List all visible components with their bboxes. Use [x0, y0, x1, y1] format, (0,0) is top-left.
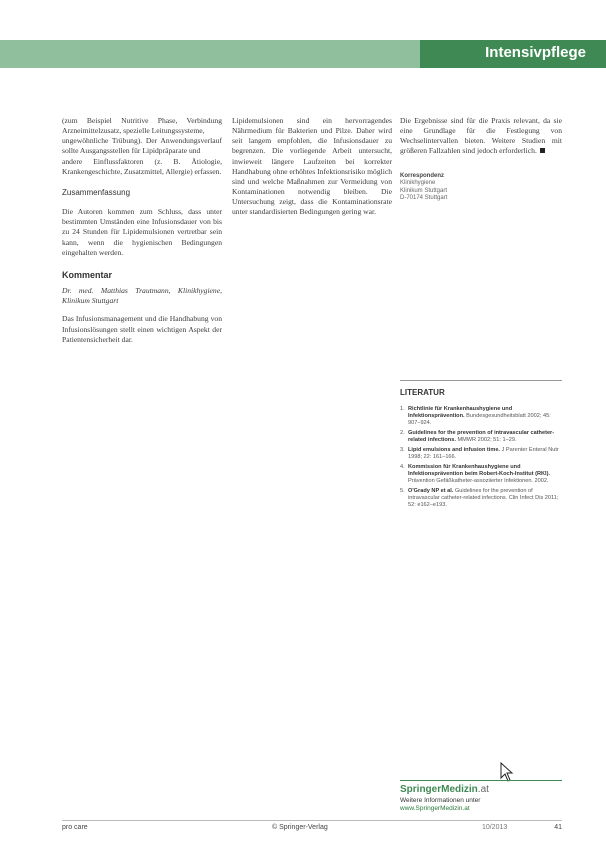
literature-number: 5. [400, 488, 405, 494]
literature-item-title: Kommission für Krankenhaushygiene und Infektionsprävention beim Robert-Koch-Institut (RKI). [408, 464, 551, 477]
literature-item [400, 406, 562, 427]
correspondence-block [400, 173, 562, 203]
literature-item [400, 488, 562, 509]
mouse-pointer-icon [500, 762, 514, 782]
body-paragraph [400, 116, 562, 157]
literature-divider [400, 380, 562, 381]
correspondence-line: D-70174 Stuttgart [400, 195, 448, 202]
ad-line: Weitere Informationen unter [400, 797, 481, 804]
text-column-3 [400, 116, 562, 203]
literature-number: 4. [400, 464, 405, 470]
literature-item-title: Lipid emulsions and infusion time. [408, 447, 500, 453]
heading-zusammenfassung: Zusammenfassung [62, 187, 131, 197]
literature-list [400, 406, 562, 512]
brand-suffix: .at [477, 784, 489, 795]
comment-paragraph: Das Infusionsmanagement und die Handhabung von Infusionslösungen stellt einen wichtigen Aspekt der Patientensicherheit dar. [62, 314, 222, 344]
journal-name: pro care [62, 824, 88, 831]
ad-text [400, 797, 489, 813]
summary-paragraph: Die Autoren kommen zum Schluss, dass unter bestimmten Umständen eine Infusionsdauer von bis zu 24 Stunden für Lipidemulsionen vertretbar sein kann, wenn die hygienischen Bedingungen eingehalten werden. [62, 207, 222, 257]
page-footer [62, 824, 562, 834]
springer-ad[interactable] [400, 780, 562, 816]
comment-author: Dr. med. Matthias Trautmann, Klinikhygiene, Klinikum Stuttgart [62, 286, 222, 306]
literature-item-title: O'Grady NP et al. [408, 488, 454, 494]
springer-logo [400, 784, 489, 795]
literature-item [400, 430, 562, 444]
paragraph: ungewöhnliche Trübung). Der Anwendungsverlauf sollte Ausgangsstellen für Lipidpräparate und [62, 136, 222, 156]
body-paragraph: Lipidemulsionen sind ein hervorragendes Nährmedium für Bakterien und Pilze. Daher wird seit langem empfohlen, die Infusionsdauer zu begrenzen. Die vorliegende Arbeit untersucht, inwieweit längere Laufzeiten bei korrekter Handhabung ohne erhöhtes Infektionsrisiko möglich sind und welche Maßnahmen zur Vermeidung von Kontaminationen notwendig bleiben. Die Untersuchung zeigt, dass die Kontaminationsrate unter standardisierten Bedingungen gering war. [232, 116, 392, 217]
literature-item [400, 464, 562, 485]
ad-divider [400, 780, 562, 781]
literature-title: LITERATUR [400, 388, 445, 397]
page-number: 41 [554, 824, 562, 831]
literature-number: 2. [400, 430, 405, 436]
correspondence-line: Klinikum Stuttgart [400, 187, 448, 194]
text-column-2 [232, 116, 392, 218]
issue-number: 10/2013 [482, 824, 508, 831]
publisher: © Springer-Verlag [272, 824, 328, 831]
paragraph: (zum Beispiel Nutritive Phase, Verbindung Arzneimittelzusatz, spezielle Leitungssysteme, [62, 116, 222, 136]
literature-item-source: MMWR 2002; 51: 1–29. [457, 437, 517, 443]
section-header-band-light [0, 40, 420, 68]
footer-divider [62, 820, 562, 821]
correspondence-title: Korrespondenz [400, 172, 445, 179]
literature-number: 3. [400, 447, 405, 453]
paragraph: andere Einflussfaktoren (z. B. Ätiologie, Krankengeschichte, Zusatzmittel, Allergie) erfassen. [62, 156, 222, 176]
literature-item-title: Guidelines for the prevention of intravascular catheter-related infections. [408, 430, 555, 443]
literature-item-source: Bundesgesundheitsblatt 2002; 45: 907–924. [408, 413, 551, 426]
literature-item [400, 447, 562, 461]
text-column-1 [62, 116, 222, 345]
heading-kommentar: Kommentar [62, 269, 113, 280]
literature-number: 1. [400, 406, 405, 412]
body-paragraph-text: Die Ergebnisse sind für die Praxis relevant, da sie eine Grundlage für die Festlegung von Wechselintervallen bieten. Weitere Studien mit größeren Fallzahlen sind jedoch erforderlich. [400, 116, 562, 156]
correspondence-line: Klinikhygiene [400, 180, 436, 187]
literature-item-title: Richtlinie für Krankenhaushygiene und Infektionsprävention. [408, 406, 513, 419]
literature-item-source: J Parenter Enteral Nutr 1998; 22: 161–166. [408, 447, 559, 460]
brand-main: SpringerMedizin [400, 784, 478, 795]
literature-item-source: Guidelines for the prevention of intravascular catheter-related infections. Clin Infect Dis 2011; 52: e162–e193. [408, 488, 559, 508]
section-title: Intensivpflege [485, 44, 586, 61]
ad-link[interactable]: www.SpringerMedizin.at [400, 805, 470, 812]
article-end-icon [540, 148, 545, 153]
literature-item-source: Prävention Gefäßkatheter-assoziierter Infektionen. 2002. [408, 478, 549, 484]
